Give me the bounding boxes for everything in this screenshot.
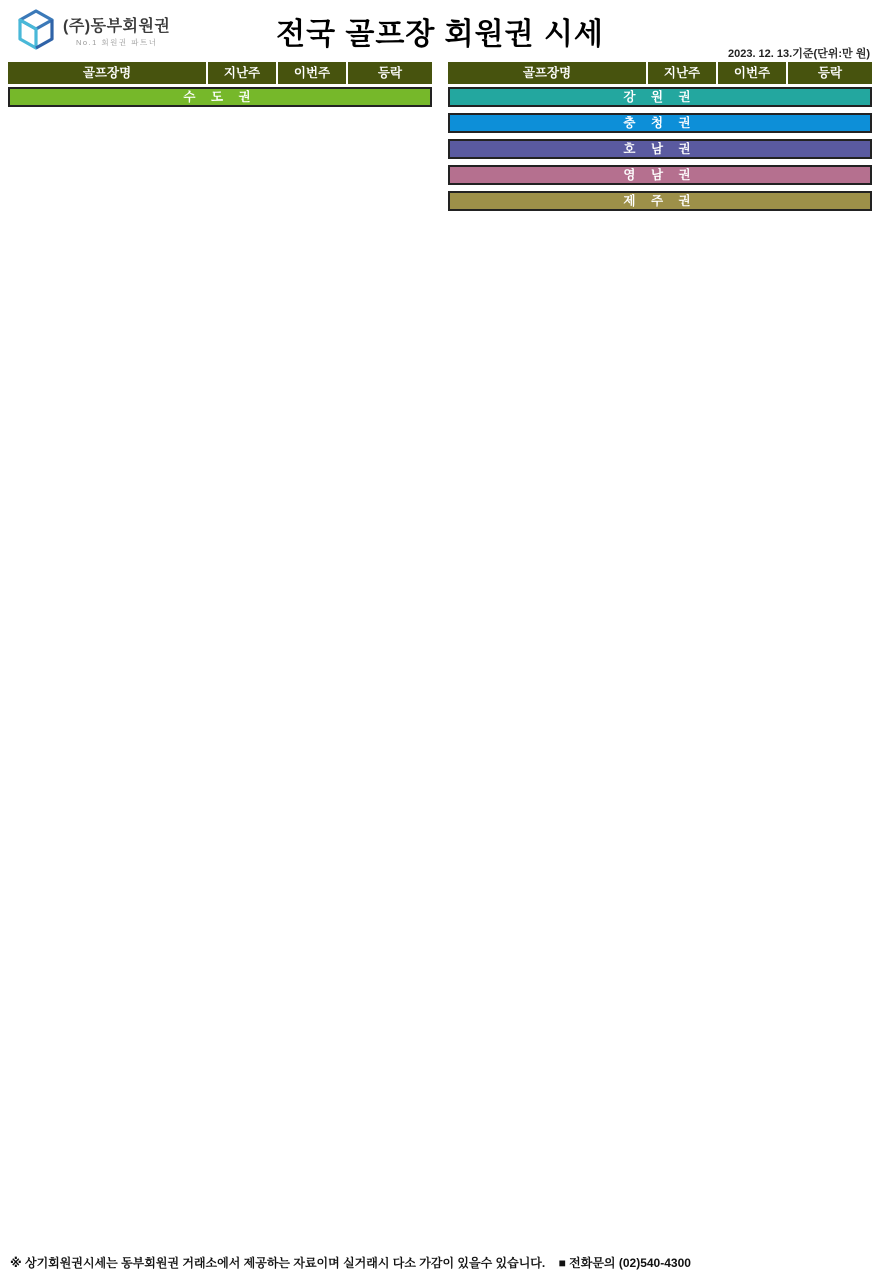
header-this-week: 이번주 [278,62,348,84]
header-change: 등락 [817,66,843,80]
header-golf-course: 골프장명 [448,62,648,84]
cube-logo-icon [16,8,56,52]
region-header: 수 도 권 [10,89,430,105]
phone-contact [559,1256,691,1270]
company-logo [16,8,170,52]
column-header-row [448,62,872,84]
region-header: 영 남 권 [450,167,870,183]
right-column-sections [448,87,872,211]
region-section [448,113,872,133]
sheet-footer [10,1254,870,1271]
region-section [448,87,872,107]
region-section [448,165,872,185]
region-section [448,191,872,211]
region-section [8,87,432,107]
region-header: 호 남 권 [450,141,870,157]
header-this-week: 이번주 [718,62,788,84]
header-last-week: 지난주 [208,62,278,84]
right-column [448,62,872,217]
company-text-block [63,13,170,48]
region-header: 강 원 권 [450,89,870,105]
phone-text: 전화문의 (02)540-4300 [569,1256,691,1270]
left-column [8,62,432,113]
page-title: 전국 골프장 회원권 시세 [276,18,604,51]
region-header: 제 주 권 [450,193,870,209]
header-change: 등락 [377,66,403,80]
region-header: 충 청 권 [450,115,870,131]
table-columns [0,62,880,217]
square-bullet-icon: ■ [558,1256,566,1270]
column-header-row [8,62,432,84]
company-tagline: No.1 회원권 파트너 [75,37,158,47]
disclaimer-note: ※ 상기회원권시세는 동부회원권 거래소에서 제공하는 자료이며 실거래시 다소 가감이 있을수 있습니다. [10,1256,546,1270]
left-column-sections [8,87,432,107]
region-section [448,139,872,159]
sheet-header [0,0,880,60]
header-golf-course: 골프장명 [8,62,208,84]
date-note: 2023. 12. 13.기준(단위:만 원) [727,48,870,60]
company-name: (주)동부회원권 [63,17,171,35]
header-last-week: 지난주 [648,62,718,84]
